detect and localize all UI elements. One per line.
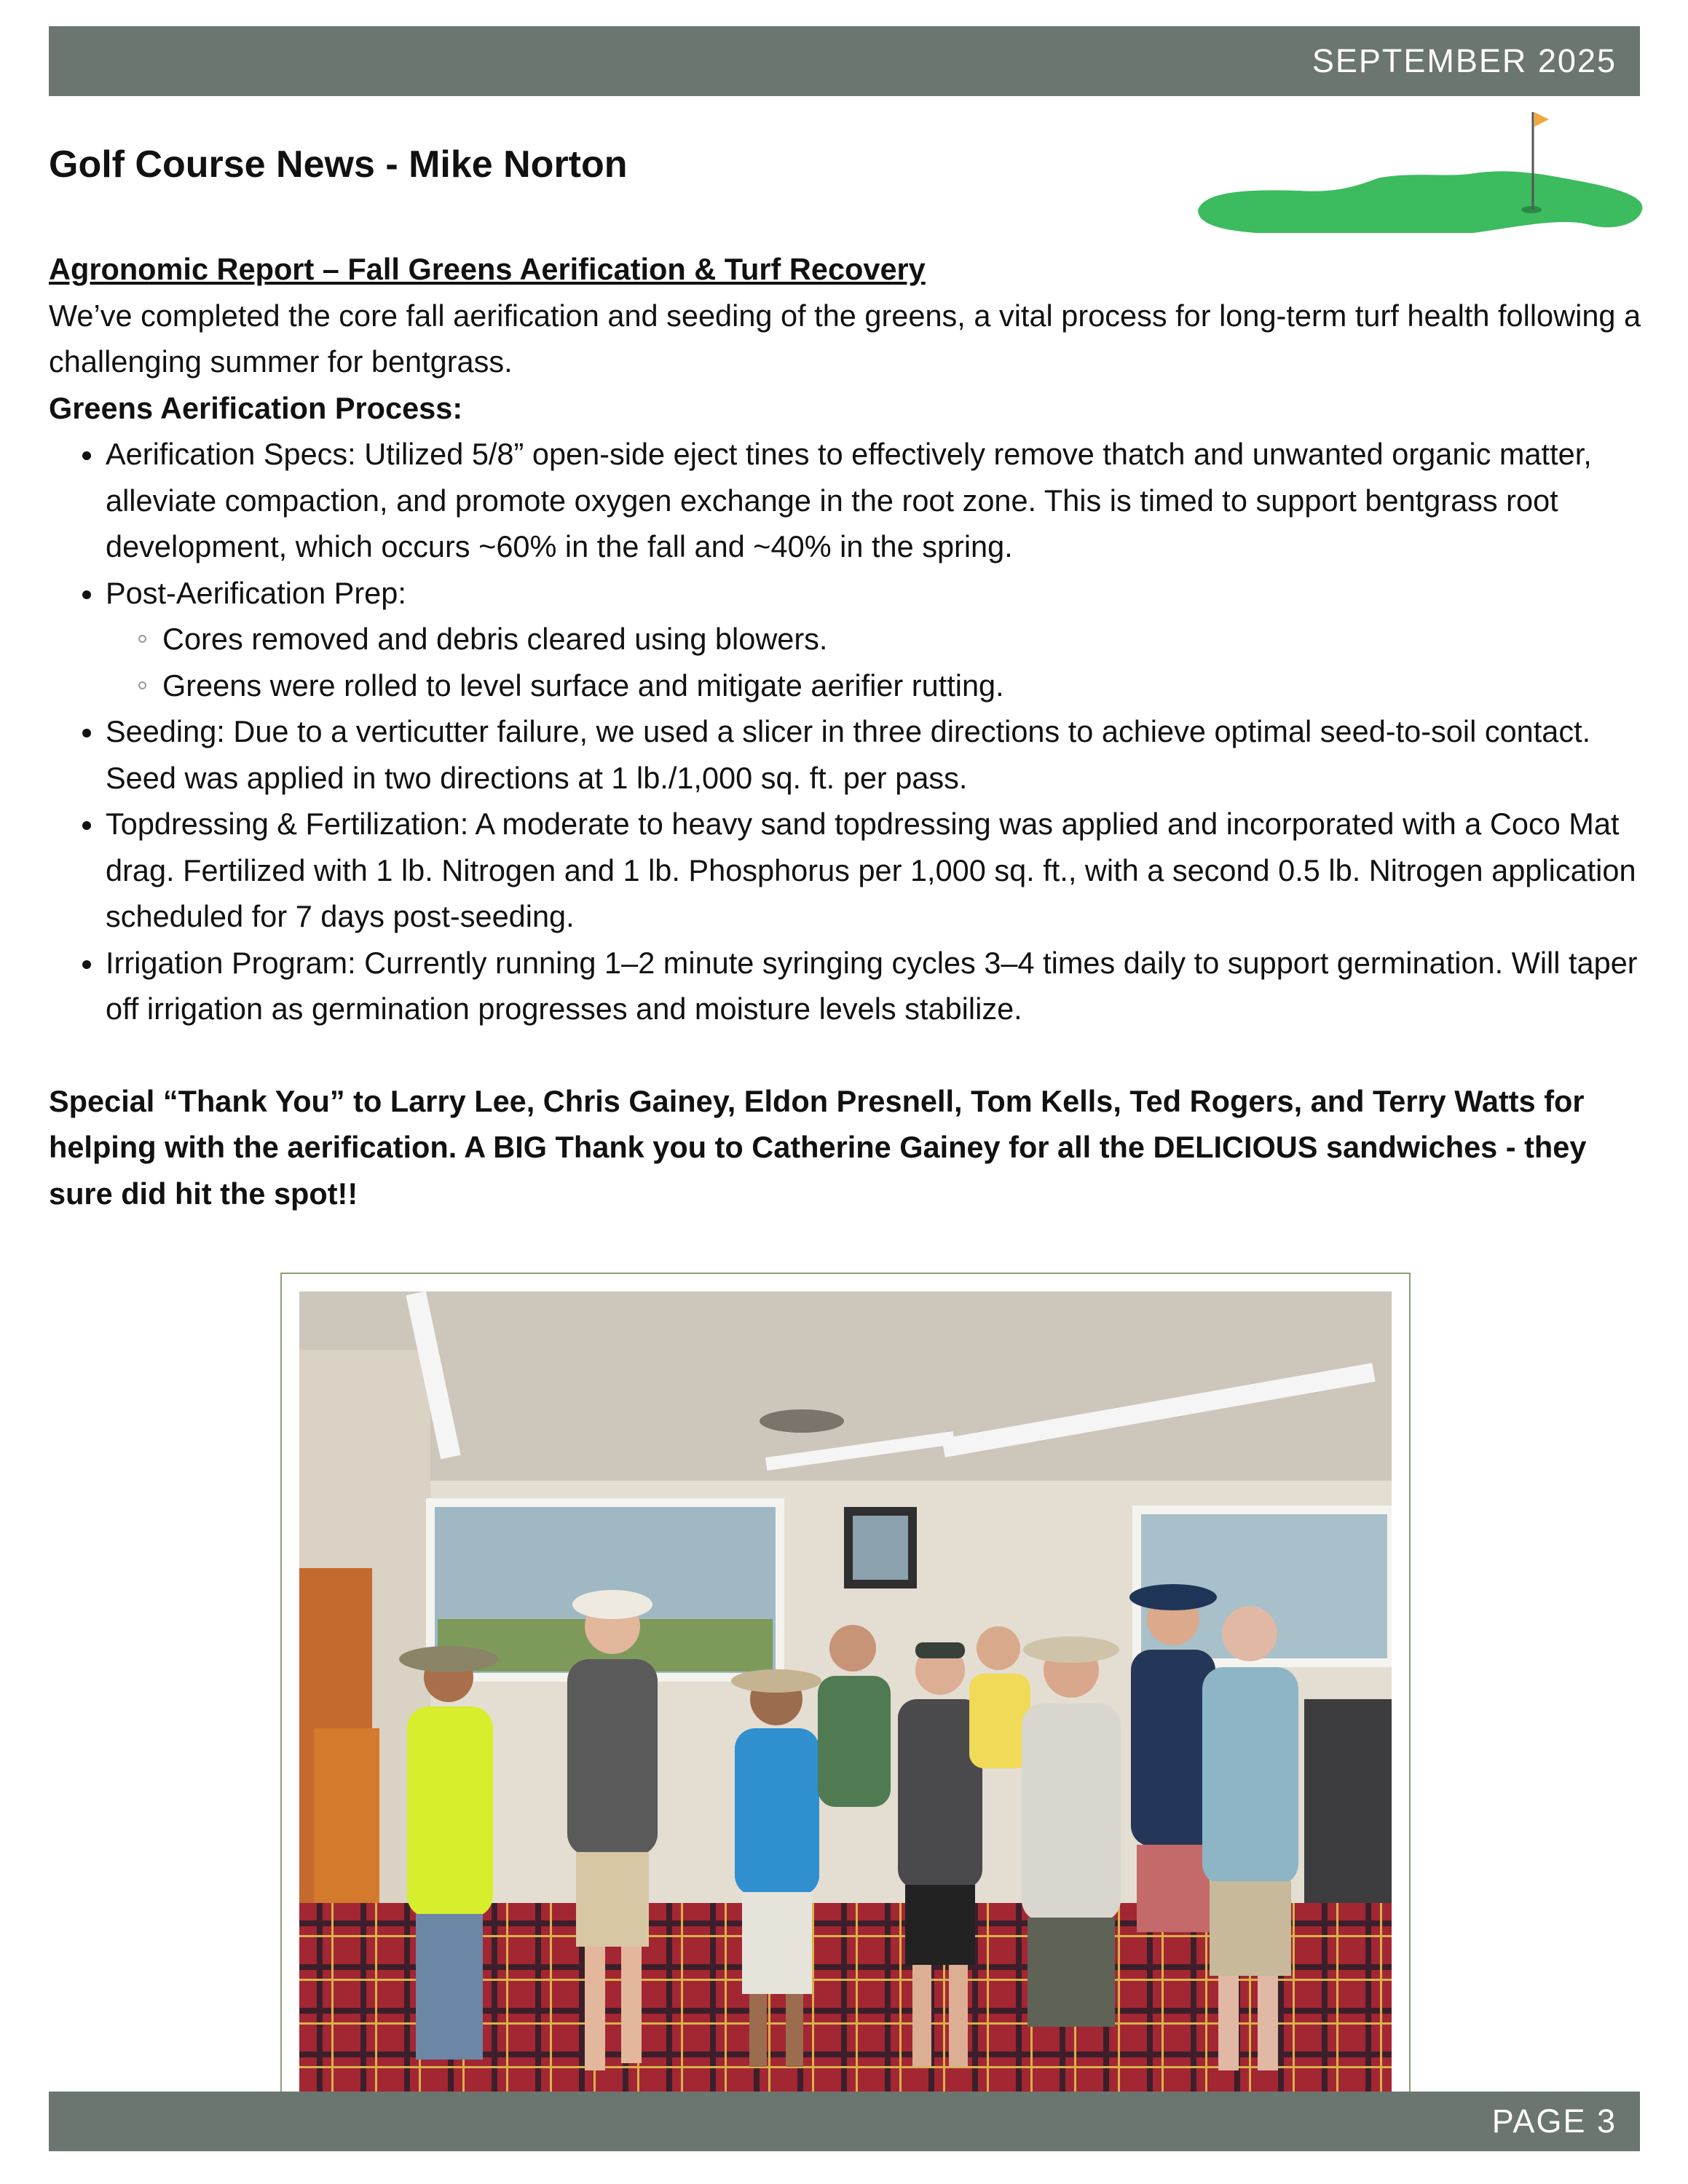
list-item-post-aerification: [49, 570, 1644, 709]
page-number: PAGE 3: [1491, 2102, 1617, 2140]
group-photo: [299, 1291, 1392, 2101]
list-item-topdressing: Topdressing & Fertilization: A moderate to heavy sand topdressing was applied and incorporated with a Coco Mat drag. Fertilized with 1 lb. Nitrogen and 1 lb. Phosphorus per 1,000 sq. ft., with a second 0.5 lb. Nitrogen application scheduled for 7 days post-seeding.: [49, 801, 1644, 940]
report-heading: Agronomic Report – Fall Greens Aerification & Turf Recovery: [49, 252, 926, 286]
list-item-seeding: Seeding: Due to a verticutter failure, we used a slicer in three directions to achieve optimal seed-to-soil contact. Seed was applied in two directions at 1 lb./1,000 sq. ft. per pass.: [49, 708, 1644, 801]
process-heading: Greens Aerification Process:: [49, 390, 463, 425]
process-list: [49, 431, 1644, 1032]
page-title: Golf Course News - Mike Norton: [49, 143, 628, 186]
sub-item-cores: Cores removed and debris cleared using blowers.: [106, 616, 1644, 662]
footer-bar: [49, 2092, 1640, 2151]
group-photo-illustration: [299, 1291, 1392, 2101]
list-item-label: Post-Aerification Prep:: [106, 575, 406, 610]
list-item-aerification-specs: Aerification Specs: Utilized 5/8” open-side eject tines to effectively remove thatch and unwanted organic matter, alleviate compaction, and promote oxygen exchange in the root zone. This is timed to support bentgrass root development, which occurs ~60% in the fall and ~40% in the spring.: [49, 431, 1644, 570]
photo-frame: [280, 1273, 1411, 2124]
issue-date: SEPTEMBER 2025: [1312, 42, 1617, 79]
post-aerification-sublist: [106, 616, 1644, 708]
report-intro: We’ve completed the core fall aerification and seeding of the greens, a vital process for long-term turf health following a challenging summer for bentgrass.: [49, 298, 1641, 379]
header-bar: [49, 26, 1640, 96]
list-item-irrigation: Irrigation Program: Currently running 1–2 minute syringing cycles 3–4 times daily to support germination. Will taper off irrigation as germination progresses and moisture levels stabilize.: [49, 940, 1644, 1032]
article-body: [49, 246, 1644, 1216]
golf-green-icon: [1198, 109, 1649, 233]
sub-item-rolled: Greens were rolled to level surface and mitigate aerifier rutting.: [106, 662, 1644, 709]
thank-you-note: Special “Thank You” to Larry Lee, Chris Gainey, Eldon Presnell, Tom Kells, Ted Rogers, and Terry Watts for helping with the aerification. A BIG Thank you to Catherine Gainey for all the DELICIOUS sandwiches - they sure did hit the spot!!: [49, 1083, 1587, 1211]
